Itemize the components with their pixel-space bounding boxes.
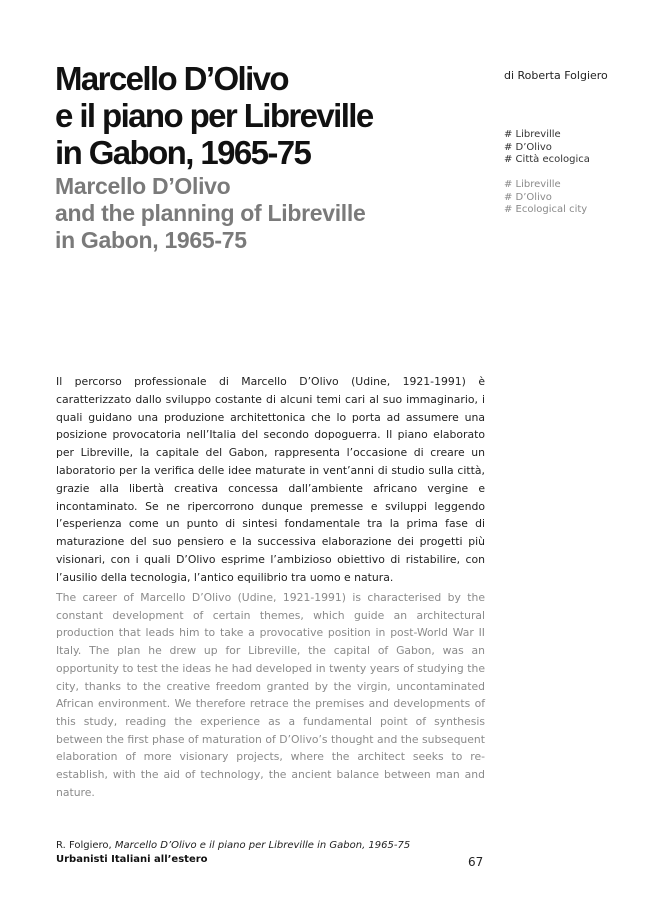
page-number: 67 — [468, 855, 484, 869]
article-title-english — [55, 173, 475, 254]
citation-title: Marcello D’Olivo e il piano per Libreville in Gabon, 1965-75 — [114, 840, 411, 851]
author-byline: di Roberta Folgiero — [504, 69, 608, 82]
keyword-tag: # Città ecologica — [504, 154, 590, 165]
keyword-list-italian — [504, 129, 590, 167]
title-line: and the planning of Libreville — [55, 200, 366, 226]
article-title-italian — [55, 60, 475, 171]
title-line: in Gabon, 1965-75 — [55, 134, 311, 171]
title-line: Marcello D’Olivo — [55, 173, 231, 199]
title-line: Marcello D’Olivo — [55, 60, 288, 97]
keyword-tag: # Libreville — [504, 179, 561, 190]
keyword-tag: # Ecological city — [504, 204, 588, 215]
keyword-tag: # Libreville — [504, 129, 561, 140]
keyword-tag: # D’Olivo — [504, 141, 552, 153]
keyword-list-english — [504, 179, 587, 217]
abstract-italian: Il percorso professionale di Marcello D’Olivo (Udine, 1921-1991) è caratterizzato dallo sviluppo costante di alcuni temi cari al suo immaginario, i quali guidano una produzione architettonica che lo porta ad assumere una posizione provocatoria nell’Italia del secondo dopoguerra. Il piano elaborato per Libreville, la capitale del Gabon, rappresenta l’occasione di creare un laboratorio per la verifica delle idee maturate in vent’anni di studio sulla città, grazie alla libertà creativa concessa dall’ambiente africano vergine e incontaminato. Se ne ripercorrono dunque premesse e sviluppi leggendo l’esperienza come un punto di sintesi fondamentale tra la prima fase di maturazione del suo pensiero e la successiva elaborazione dei progetti più visionari, con i quali D’Olivo esprime l’ambizioso obiettivo di ristabilire, con l’ausilio della tecnologia, l’antico equilibrio tra uomo e natura. — [56, 375, 485, 584]
journal-title: Urbanisti Italiani all’estero — [56, 854, 208, 865]
title-line: in Gabon, 1965-75 — [55, 227, 247, 253]
keyword-tag: # D’Olivo — [504, 191, 552, 203]
abstract-english: The career of Marcello D’Olivo (Udine, 1921-1991) is characterised by the constant development of certain themes, which guide an architectural production that leads him to take a provocative position in post-World War II Italy. The plan he drew up for Libreville, the capital of Gabon, was an opportunity to test the ideas he had developed in twenty years of studying the city, thanks to the creative freedom granted by the virgin, uncontaminated African environment. We therefore retrace the premises and developments of this study, reading the experience as a fundamental point of synthesis between the first phase of maturation of D’Olivo’s thought and the subsequent elaboration of more visionary projects, where the architect seeks to re-establish, with the aid of technology, the ancient balance between man and nature. — [56, 591, 485, 799]
footer-citation — [56, 840, 410, 851]
title-line: e il piano per Libreville — [55, 97, 373, 134]
citation-author: R. Folgiero, — [56, 840, 112, 851]
